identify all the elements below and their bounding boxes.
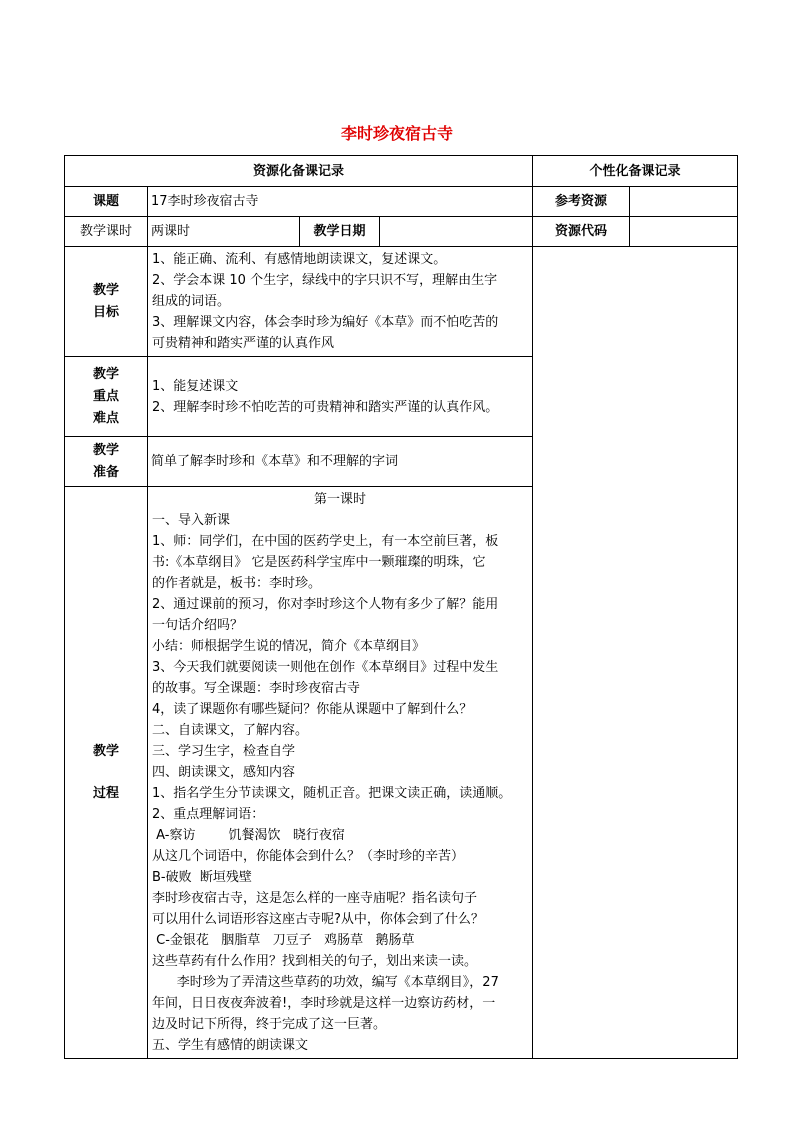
goals-label <box>65 247 148 357</box>
process-line: 这些草药有什么作用？找到相关的句子，划出来读一读。 <box>152 954 478 969</box>
process-line: B-破败 断垣残壁 <box>152 870 252 885</box>
process-label <box>65 487 148 1059</box>
teaching-date-label: 教学日期 <box>300 217 380 247</box>
resource-code-label: 资源代码 <box>533 217 630 247</box>
reference-resource-value <box>630 187 738 217</box>
class-hours-value: 两课时 <box>148 217 300 247</box>
process-line: 四、朗读课文，感知内容 <box>152 765 296 780</box>
key-line: 2、理解李时珍不怕吃苦的可贵精神和踏实严谨的认真作风。 <box>152 399 499 415</box>
key-line: 1、能复述课文 <box>152 378 239 394</box>
goals-label-line1: 教学 <box>92 282 119 298</box>
process-line: 3、今天我们就要阅读一则他在创作《本草纲目》过程中发生 <box>152 660 499 675</box>
process-line: A-察访 饥餐渴饮 晓行夜宿 <box>152 828 345 843</box>
resource-code-value <box>630 217 738 247</box>
process-content <box>148 487 533 1059</box>
lesson-plan-table <box>64 155 738 1059</box>
process-line: 三、学习生字，检查自学 <box>152 744 296 759</box>
goals-line: 1、能正确、流利、有感情地朗读课文，复述课文。 <box>152 252 447 267</box>
header-resource-record: 资源化备课记录 <box>65 156 533 187</box>
process-line: 1、师：同学们，在中国的医药学史上，有一本空前巨著，板 <box>152 534 499 549</box>
process-line: 2、通过课前的预习，你对李时珍这个人物有多少了解？能用 <box>152 597 499 612</box>
goals-line: 可贵精神和踏实严谨的认真作风 <box>152 336 335 351</box>
process-line: 书:《本草纲目》 它是医药科学宝库中一颗璀璨的明珠，它 <box>152 555 486 570</box>
reference-resource-label: 参考资源 <box>533 187 630 217</box>
process-line: 李时珍为了弄清这些草药的功效，编写《本草纲目》，27 <box>152 975 499 990</box>
process-line: 2、重点理解词语： <box>152 807 265 822</box>
process-line: 五、学生有感情的朗读课文 <box>152 1038 309 1053</box>
process-line: 4，读了课题你有哪些疑问？你能从课题中了解到什么？ <box>152 702 473 717</box>
prep-label-line1: 教学 <box>92 442 119 458</box>
process-label-line2: 过程 <box>92 785 119 801</box>
process-label-line1: 教学 <box>92 743 119 759</box>
topic-label: 课题 <box>65 187 148 217</box>
class-hours-label: 教学课时 <box>65 217 148 247</box>
process-line: 二、自读课文，了解内容。 <box>152 723 309 738</box>
goals-line: 2、学会本课 10 个生字，绿线中的字只识不写，理解由生字 <box>152 273 498 288</box>
process-line: 从这几个词语中，你能体会到什么？（李时珍的辛苦） <box>152 849 465 864</box>
preparation-content: 简单了解李时珍和《本草》和不理解的字词 <box>148 437 533 487</box>
process-line: 李时珍夜宿古寺，这是怎么样的一座寺庙呢？指名读句子 <box>152 891 478 906</box>
process-line: C-金银花 胭脂草 刀豆子 鸡肠草 鹅肠草 <box>152 933 415 948</box>
key-label-line3: 难点 <box>92 410 119 426</box>
key-label-line2: 重点 <box>92 388 119 404</box>
process-line: 可以用什么词语形容这座古寺呢?从中，你体会到了什么？ <box>152 912 484 927</box>
process-line: 小结：师根据学生说的情况，简介《本草纲目》 <box>152 639 426 654</box>
key-points-label <box>65 357 148 437</box>
key-points-content <box>148 357 533 437</box>
process-line: 边及时记下所得，终于完成了这一巨著。 <box>152 1017 387 1032</box>
session-heading: 第一课时 <box>314 492 367 507</box>
teaching-date-value <box>380 217 533 247</box>
process-line: 一、导入新课 <box>152 513 231 528</box>
document-title: 李时珍夜宿古寺 <box>340 124 453 143</box>
personal-notes-area <box>533 247 738 1059</box>
goals-label-line2: 目标 <box>92 304 119 320</box>
goals-content <box>148 247 533 357</box>
goals-line: 组成的词语。 <box>152 294 231 309</box>
topic-value: 17李时珍夜宿古寺 <box>148 187 533 217</box>
prep-label-line2: 准备 <box>92 464 119 480</box>
process-line: 的作者就是，板书：李时珍。 <box>152 576 322 591</box>
process-line: 1、指名学生分节读课文，随机正音。把课文读正确，读通顺。 <box>152 786 512 801</box>
process-line: 的故事。写全课题：李时珍夜宿古寺 <box>152 681 361 696</box>
preparation-label <box>65 437 148 487</box>
process-line: 一句话介绍吗？ <box>152 618 244 633</box>
key-label-line1: 教学 <box>92 366 119 382</box>
goals-line: 3、理解课文内容，体会李时珍为编好《本草》而不怕吃苦的 <box>152 315 499 330</box>
process-line: 年间，日日夜夜奔波着!，李时珍就是这样一边察访药材，一 <box>152 996 496 1011</box>
header-personal-record: 个性化备课记录 <box>533 156 738 187</box>
